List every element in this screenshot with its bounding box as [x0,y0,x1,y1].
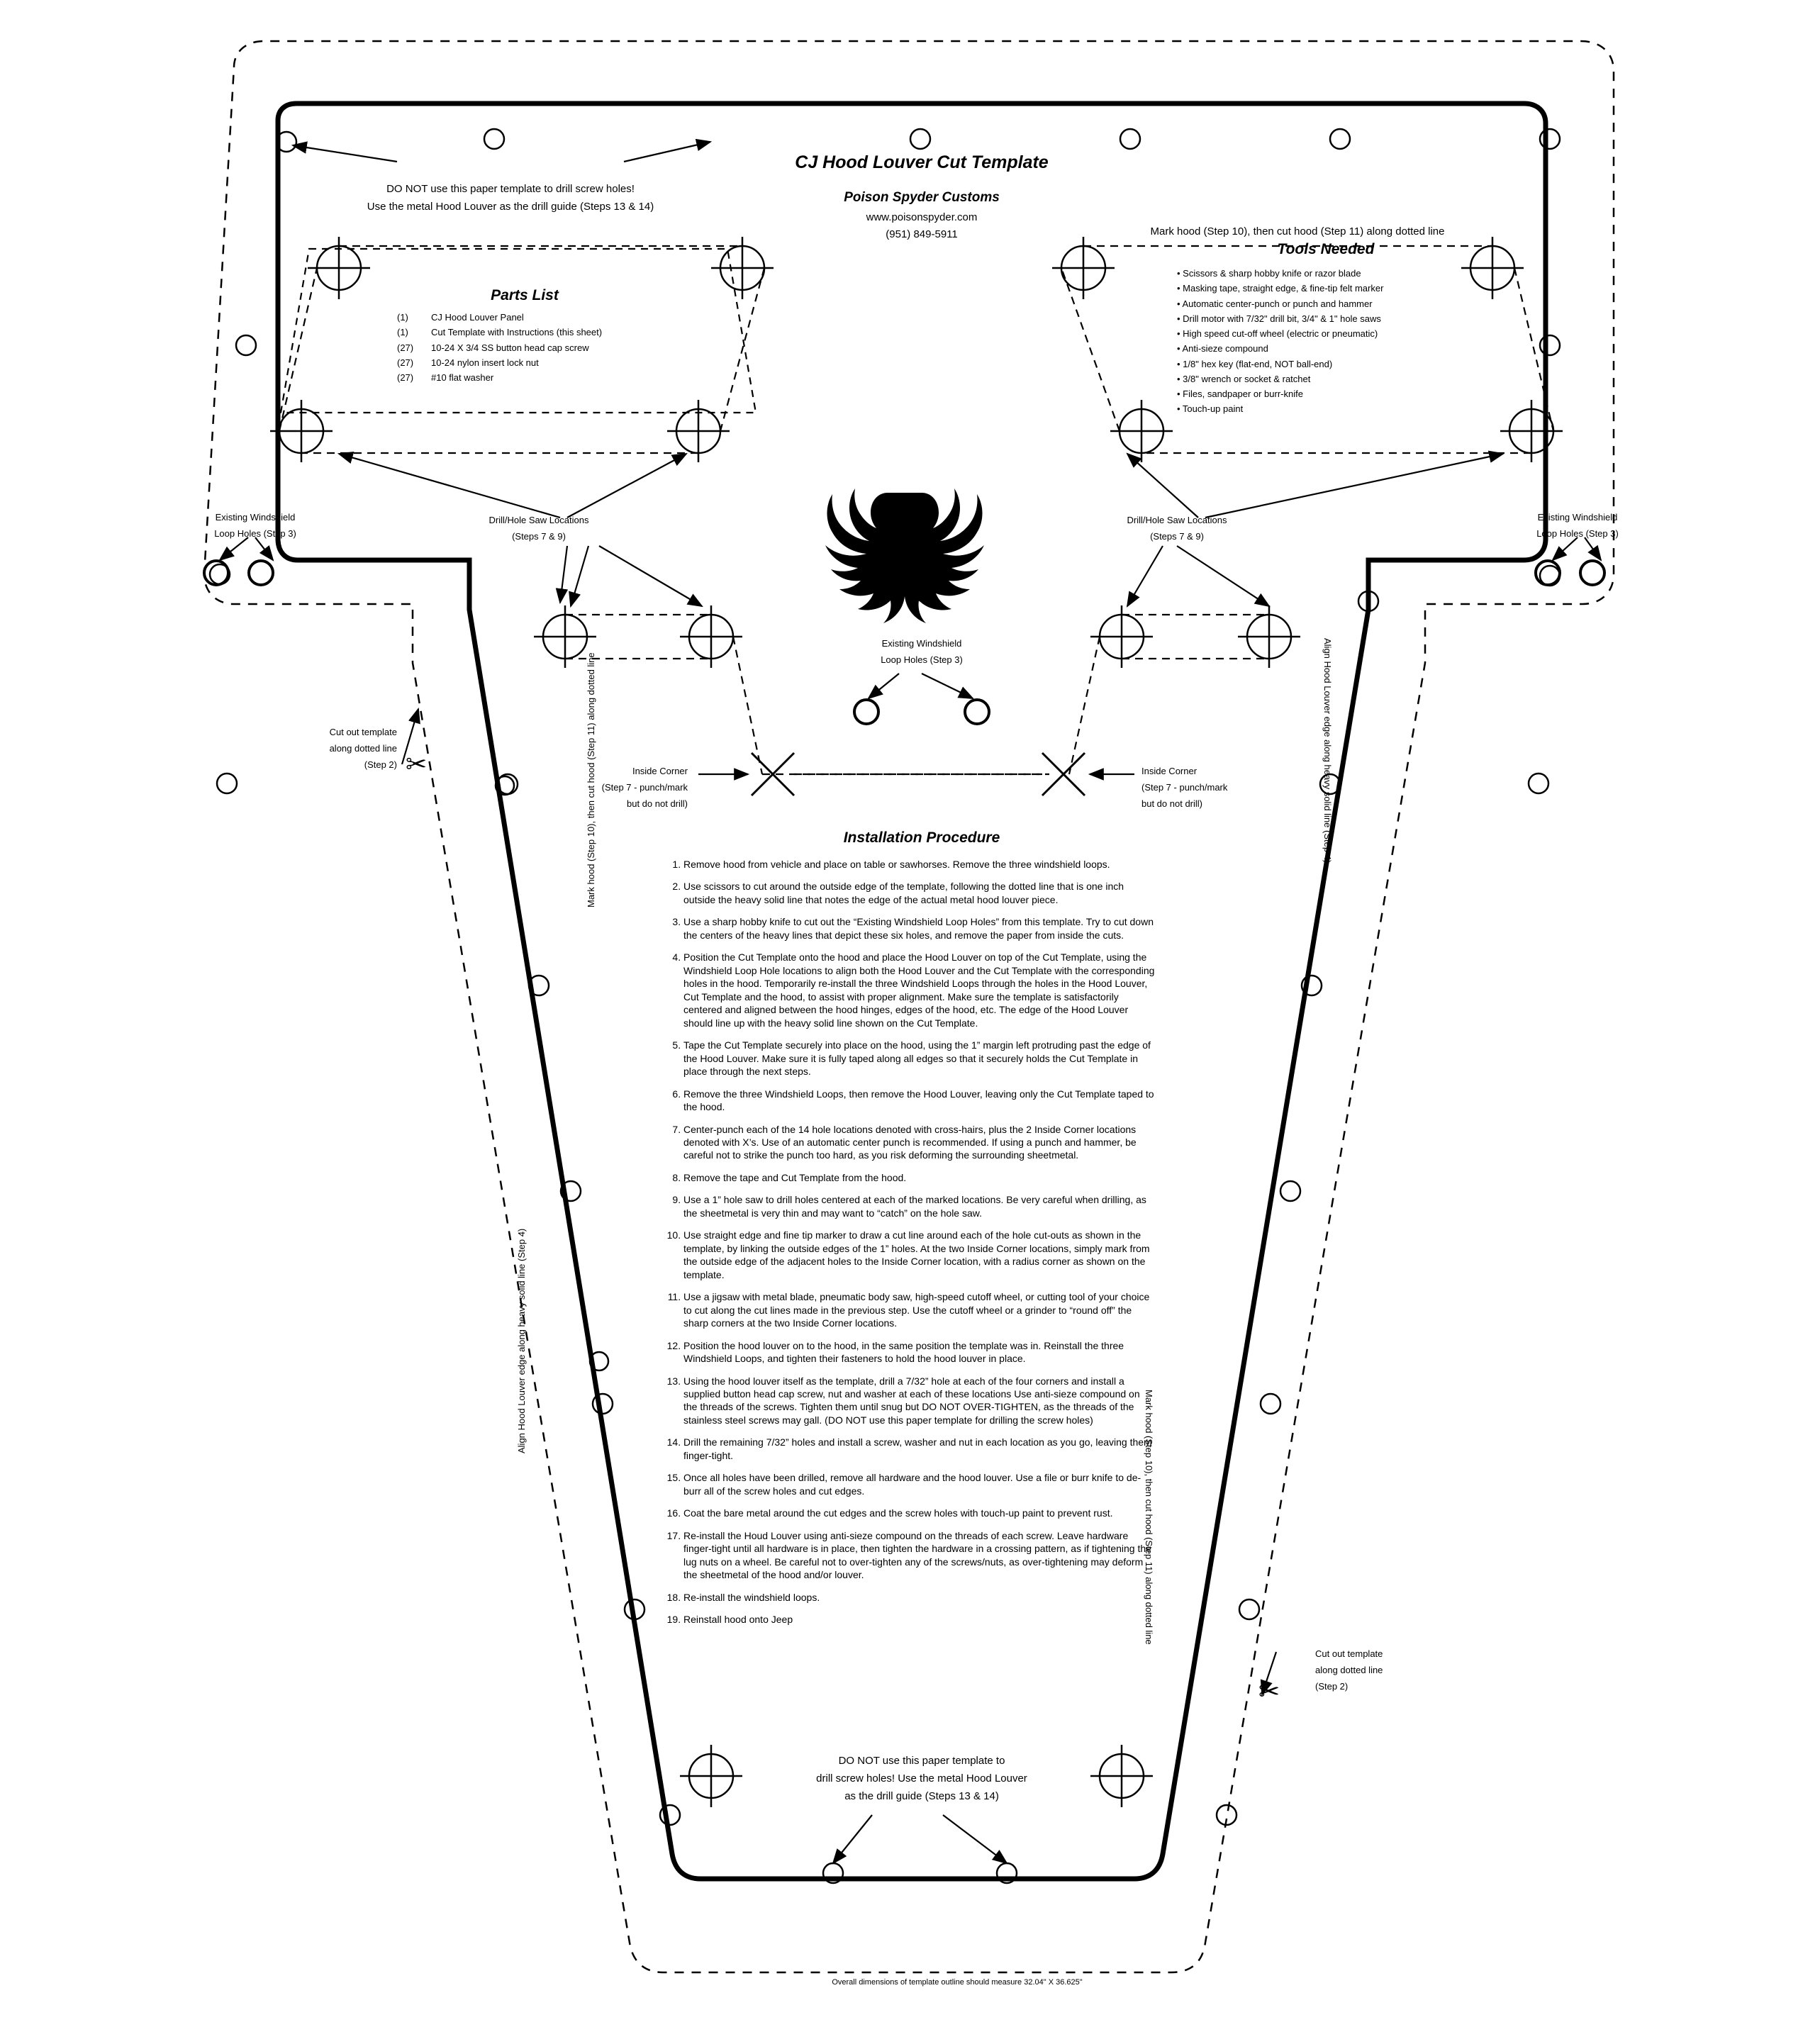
procedure-step: 18. Re-install the windshield loops. [683,1591,1156,1604]
tools-needed-list [1177,268,1482,419]
drill-hole-saw-right-line1: Drill/Hole Saw Locations [1127,515,1227,525]
align-left-vertical-label: Align Hood Louver edge along heavy solid line (Step 4) [516,1228,527,1453]
parts-list-item-desc: #10 flat washer [431,372,494,383]
mark-cut-right-vertical-label: Mark hood (Step 10), then cut hood (Step 11) along dotted line [1144,1390,1154,1645]
parts-list-item-qty: (1) [397,327,408,338]
cut-out-left-line1: Cut out template [329,727,397,737]
parts-list-item-desc: 10-24 nylon insert lock nut [431,357,539,368]
procedure-step: 19. Reinstall hood onto Jeep [683,1613,1156,1626]
procedure-step: 12. Position the hood louver on to the hood, in the same position the template was in. Reinstall the three Windshield Loops, and tighten their fasteners to hold the hood louver in place. [683,1339,1156,1366]
parts-list-item [397,312,723,323]
parts-list-item-qty: (27) [397,357,414,368]
mark-cut-left-vertical-label: Mark hood (Step 10), then cut hood (Step 11) along dotted line [586,652,596,907]
tools-list-item: • Drill motor with 7/32" drill bit, 3/4" & 1" hole saws [1177,313,1381,324]
overall-dimensions-note: Overall dimensions of template outline should measure 32.04" X 36.625" [832,1978,1083,1987]
tools-list-item: • Anti-sieze compound [1177,343,1268,354]
parts-list [397,312,723,387]
parts-list-item-qty: (27) [397,372,414,383]
procedure-step: 10. Use straight edge and fine tip marker to draw a cut line around each of the hole cut-outs as shown in the template, by linking the outside edges of the 1” holes. At the two Inside Corner locations, simply mark from the outside edge of the adjacent holes to the Inside Corner location, with a radius corner as shown on the template. [683,1229,1156,1281]
procedure-step: 13. Using the hood louver itself as the template, drill a 7/32” hole at each of the four corners and install a supplied button head cap screw, nut and washer at each of these locations Use anti-sieze compound on the threads of the screws. Tighten them until snug but DO NOT OVER-TIGHTEN, as the threads of the stainless steel screws may gall. (DO NOT use this paper template for drilling the screw holes) [683,1375,1156,1427]
procedure-step: 4. Position the Cut Template onto the hood and place the Hood Louver on top of the Cut Template, using the Windshield Loop Hole locations to align both the Hood Louver and the Cut Template with the corresponding holes in the hood. Temporarily re-install the three Windshield Loops through the holes in the Hood Louver, Cut Template and the hood, to assist with proper alignment. Make sure the template is satisfactorily centered and aligned between the hood hinges, edges of the hood, etc. The edge of the Hood Louver should line up with the heavy solid line shown on the Cut Template. [683,951,1156,1029]
parts-list-item [397,342,723,354]
parts-list-item-qty: (27) [397,342,414,353]
tools-list-item: • High speed cut-off wheel (electric or pneumatic) [1177,328,1378,339]
parts-list-item [397,372,723,384]
drill-hole-saw-right-line2: (Steps 7 & 9) [1150,531,1204,542]
tools-list-item: • Files, sandpaper or burr-knife [1177,389,1303,399]
procedure-step: 9. Use a 1” hole saw to drill holes centered at each of the marked locations. Be very careful when drilling, as the sheetmetal is very thin and may want to “catch” on the hole saw. [683,1193,1156,1219]
existing-loop-holes-left-line1: Existing Windshield [215,512,296,523]
inside-corner-left-line2: (Step 7 - punch/mark [601,782,688,793]
parts-list-item-desc: CJ Hood Louver Panel [431,312,524,323]
procedure-step: 14. Drill the remaining 7/32” holes and install a screw, washer and nut in each location as you go, leaving them finger-tight. [683,1436,1156,1462]
company-website: www.poisonspyder.com [866,211,978,223]
parts-list-item [397,357,723,369]
existing-loop-holes-right-line2: Loop Holes (Step 3) [1536,528,1619,539]
cut-out-left-line2: along dotted line [329,743,397,754]
align-right-vertical-label: Align Hood Louver edge along heavy solid line (Step 4) [1322,638,1333,864]
procedure-step: 17. Re-install the Houd Louver using anti-sieze compound on the threads of each screw. Leave hardware finger-tight until all hardware is in place, then tighten the hardware in a crossing pattern, as if tightening the lug nuts on a wheel. Be careful not to over-tighten any of the screws/nuts, as over-tightening may deform the sheetmetal of the hood and/or louver. [683,1529,1156,1582]
cut-out-right-line1: Cut out template [1315,1648,1383,1659]
left-cutout-path-2 [543,637,762,774]
procedure-step: 11. Use a jigsaw with metal blade, pneumatic body saw, high-speed cutoff wheel, or cutting tool of your choice to cut along the cut lines made in the previous step. Use the cutoff wheel or a grinder to “round off” the sharp corners at the two Inside Corner locations. [683,1290,1156,1329]
procedure-step: 16. Coat the bare metal around the cut edges and the screw holes with touch-up paint to prevent rust. [683,1507,1156,1519]
scissors-icon-left: ✂ [406,749,428,778]
bottom-warning-line3: as the drill guide (Steps 13 & 14) [844,1790,999,1802]
procedure-list [659,858,1156,1636]
procedure-step: 2. Use scissors to cut around the outside edge of the template, following the dotted line that is one inch outside the heavy solid line that notes the edge of the actual metal hood louver piece. [683,880,1156,906]
page-title: CJ Hood Louver Cut Template [795,152,1049,172]
top-warning-line1: DO NOT use this paper template to drill screw holes! [386,183,635,195]
inside-corner-left-line1: Inside Corner [632,766,688,776]
cut-out-right-line3: (Step 2) [1315,1681,1349,1692]
procedure-step: 7. Center-punch each of the 14 hole locations denoted with cross-hairs, plus the 2 Inside Corner locations denoted with X’s. Use of an automatic center punch is recommended. If using a punch and hammer, be careful not to strike the punch too hard, as you risk deforming the surrounding sheetmetal. [683,1123,1156,1162]
tools-list-item: • Masking tape, straight edge, & fine-tip felt marker [1177,283,1384,294]
procedure-heading: Installation Procedure [843,830,1000,846]
parts-list-item-qty: (1) [397,312,408,323]
drill-hole-saw-left-line2: (Steps 7 & 9) [512,531,566,542]
inside-corner-right-line1: Inside Corner [1141,766,1197,776]
parts-list-item [397,327,723,338]
tools-list-item: • 3/8" wrench or socket & ratchet [1177,373,1311,384]
bottom-warning-line2: drill screw holes! Use the metal Hood Louver [816,1772,1027,1785]
existing-loop-holes-right-line1: Existing Windshield [1537,512,1618,523]
mark-cut-top-right-label: Mark hood (Step 10), then cut hood (Step 11) along dotted line [1150,225,1445,238]
procedure-step: 5. Tape the Cut Template securely into place on the hood, using the 1” margin left protruding past the edge of the Hood Louver. Make sure it is fully taped along all edges so that it securely holds the Cut Template in place through the next steps. [683,1039,1156,1078]
procedure-step: 6. Remove the three Windshield Loops, then remove the Hood Louver, leaving only the Cut Template taped to the hood. [683,1088,1156,1114]
tools-needed-heading: Tools Needed [1277,241,1375,257]
existing-loop-holes-center-line1: Existing Windshield [881,638,962,649]
procedure-step: 8. Remove the tape and Cut Template from the hood. [683,1171,1156,1184]
inside-corner-left-line3: but do not drill) [627,798,688,809]
cut-out-left-line3: (Step 2) [364,759,397,770]
tools-list-item: • Scissors & sharp hobby knife or razor blade [1177,268,1361,279]
parts-list-item-desc: 10-24 X 3/4 SS button head cap screw [431,342,589,353]
tools-list-item: • Automatic center-punch or punch and hammer [1177,298,1373,309]
inside-corner-right-line2: (Step 7 - punch/mark [1141,782,1228,793]
existing-loop-holes-center-line2: Loop Holes (Step 3) [881,654,963,665]
company-name: Poison Spyder Customs [844,190,1000,205]
spider-logo [825,488,984,623]
procedure-step: 1. Remove hood from vehicle and place on table or sawhorses. Remove the three windshield loops. [683,858,1156,871]
procedure-step: 15. Once all holes have been drilled, remove all hardware and the hood louver. Use a file or burr knife to de-burr all of the screw holes and cut edges. [683,1471,1156,1497]
top-warning-line2: Use the metal Hood Louver as the drill guide (Steps 13 & 14) [367,201,654,213]
company-phone: (951) 849-5911 [886,228,958,240]
inside-corner-right-line3: but do not drill) [1141,798,1202,809]
cut-out-right-line2: along dotted line [1315,1665,1383,1675]
procedure-step: 3. Use a sharp hobby knife to cut out the “Existing Windshield Loop Holes” from this template. Try to cut down the centers of the heavy lines that depict these six holes, and remove the paper from inside the cuts. [683,915,1156,942]
parts-list-heading: Parts List [491,287,559,303]
tools-list-item: • Touch-up paint [1177,403,1244,415]
drill-hole-saw-left-line1: Drill/Hole Saw Locations [489,515,589,525]
bottom-warning-line1: DO NOT use this paper template to [838,1755,1005,1767]
parts-list-item-desc: Cut Template with Instructions (this sheet) [431,327,603,338]
existing-loop-holes-left-line2: Loop Holes (Step 3) [214,528,296,539]
scissors-icon-right: ✂ [1258,1677,1280,1706]
tools-list-item: • 1/8" hex key (flat-end, NOT ball-end) [1177,358,1333,369]
